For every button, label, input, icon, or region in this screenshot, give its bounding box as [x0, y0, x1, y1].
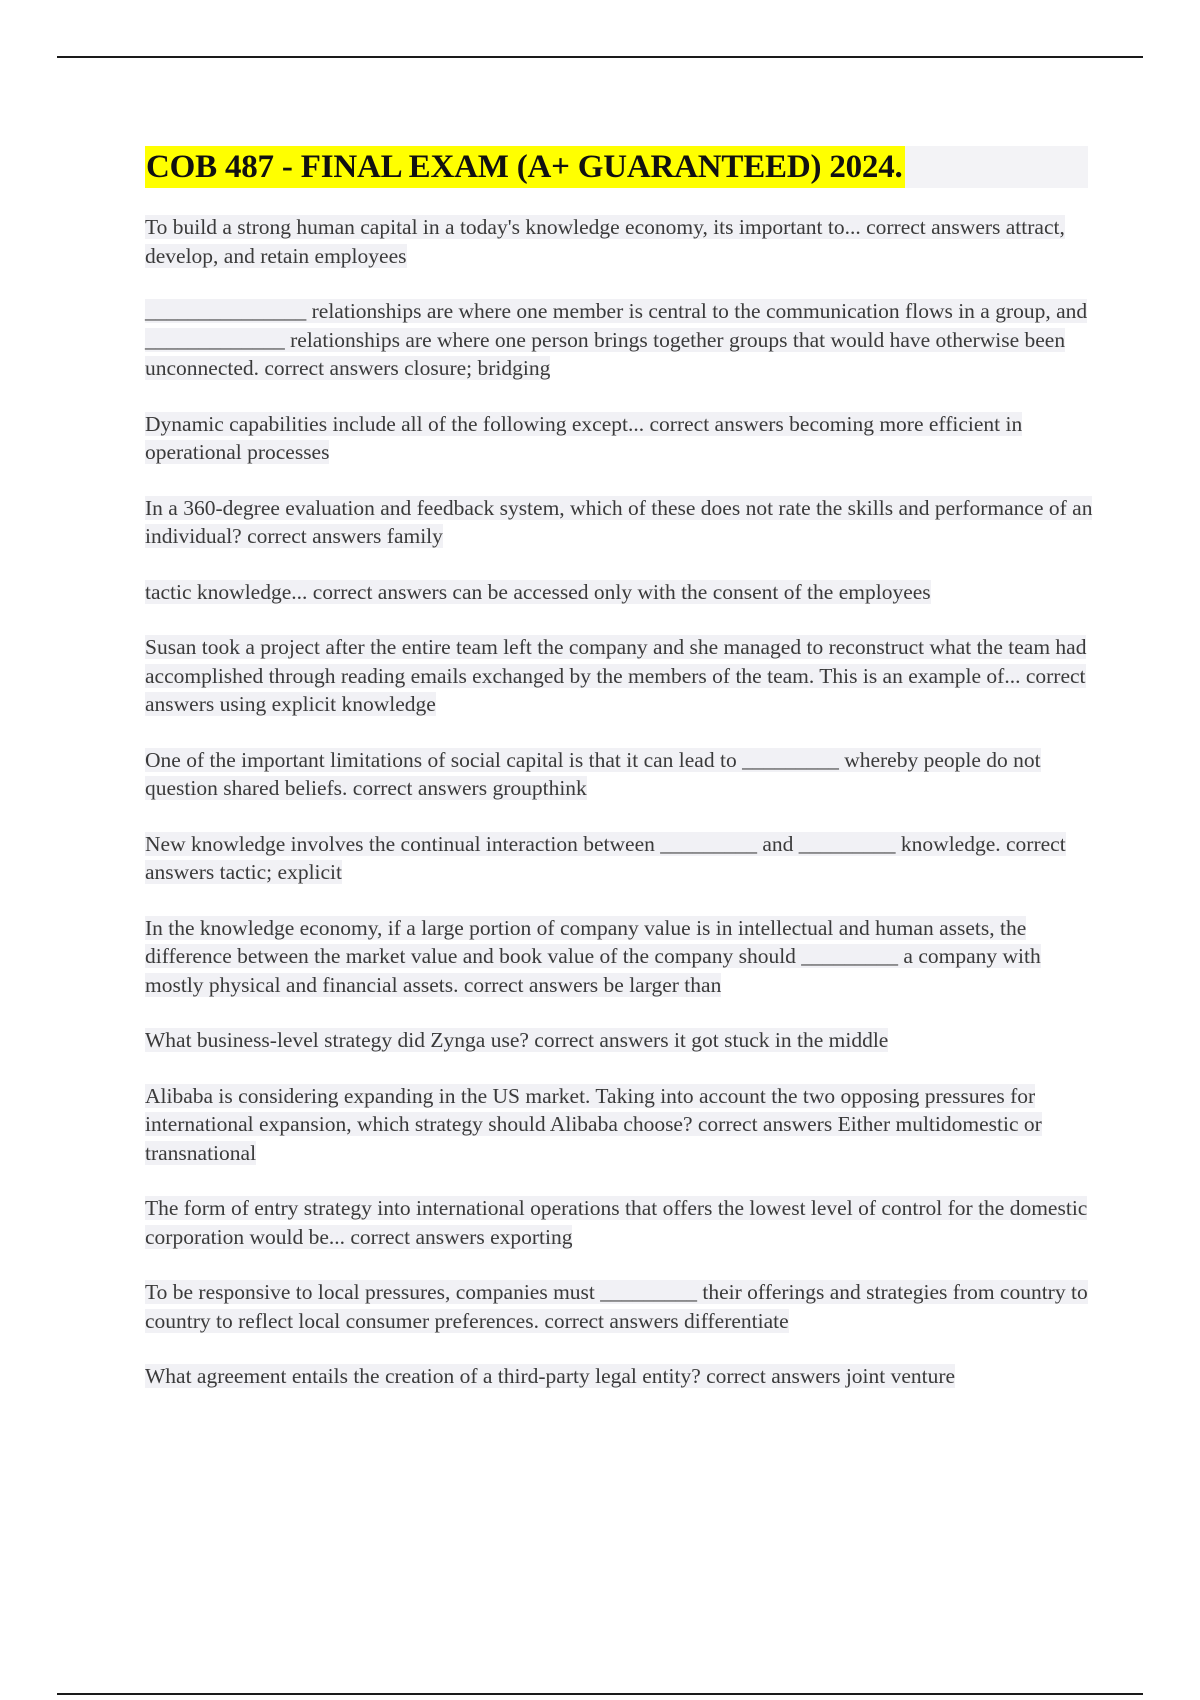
qa-item	[145, 1026, 1093, 1055]
qa-text: One of the important limitations of social capital is that it can lead to _________ whereby people do not question shared beliefs. correct answers groupthink	[145, 747, 1041, 800]
qa-item	[145, 1082, 1093, 1168]
qa-item	[145, 578, 1093, 607]
qa-item	[145, 1194, 1093, 1251]
qa-list	[145, 213, 1093, 1418]
qa-text: tactic knowledge... correct answers can be accessed only with the consent of the employees	[145, 579, 931, 604]
qa-item	[145, 1362, 1093, 1391]
qa-text: What business-level strategy did Zynga use? correct answers it got stuck in the middle	[145, 1028, 889, 1052]
qa-text: _______________ relationships are where one member is central to the communication flows in a group, and _____________ relationships are where one person brings together groups that would have otherwise been unconnected. correct answers closure; bridging	[145, 299, 1088, 380]
qa-text: What agreement entails the creation of a third-party legal entity? correct answers joint venture	[145, 1364, 956, 1388]
qa-item	[145, 746, 1093, 803]
qa-item	[145, 830, 1093, 887]
qa-text: To build a strong human capital in a today's knowledge economy, its important to... correct answers attract, develop, and retain employees	[145, 215, 1065, 268]
bottom-rule	[57, 1693, 1143, 1695]
qa-text: Alibaba is considering expanding in the US market. Taking into account the two opposing pressures for international expansion, which strategy should Alibaba choose? correct answers Either multidomestic or transnational	[145, 1083, 1042, 1165]
qa-item	[145, 633, 1093, 719]
document-title: COB 487 - FINAL EXAM (A+ GUARANTEED) 2024.	[145, 146, 905, 188]
top-rule	[57, 56, 1143, 58]
qa-item	[145, 297, 1093, 383]
qa-item	[145, 410, 1093, 467]
qa-item	[145, 1278, 1093, 1335]
qa-text: The form of entry strategy into international operations that offers the lowest level of control for the domestic corporation would be... correct answers exporting	[145, 1196, 1088, 1249]
qa-text: In a 360-degree evaluation and feedback system, which of these does not rate the skills and performance of an individual? correct answers family	[145, 495, 1093, 548]
qa-text: In the knowledge economy, if a large portion of company value is in intellectual and human assets, the difference between the market value and book value of the company should _________ a company with mostly physical and financial assets. correct answers be larger than	[145, 915, 1041, 997]
qa-text: Dynamic capabilities include all of the following except... correct answers becoming more efficient in operational processes	[145, 411, 1023, 464]
qa-text: Susan took a project after the entire team left the company and she managed to reconstruct what the team had accomplished through reading emails exchanged by the members of the team. This is an example of... correct answers using explicit knowledge	[145, 635, 1087, 716]
qa-item	[145, 914, 1093, 1000]
qa-text: To be responsive to local pressures, companies must _________ their offerings and strategies from country to country to reflect local consumer preferences. correct answers differentiate	[145, 1280, 1088, 1333]
qa-item	[145, 494, 1093, 551]
qa-item	[145, 213, 1093, 270]
qa-text: New knowledge involves the continual interaction between _________ and _________ knowledge. correct answers tactic; explicit	[145, 831, 1066, 884]
